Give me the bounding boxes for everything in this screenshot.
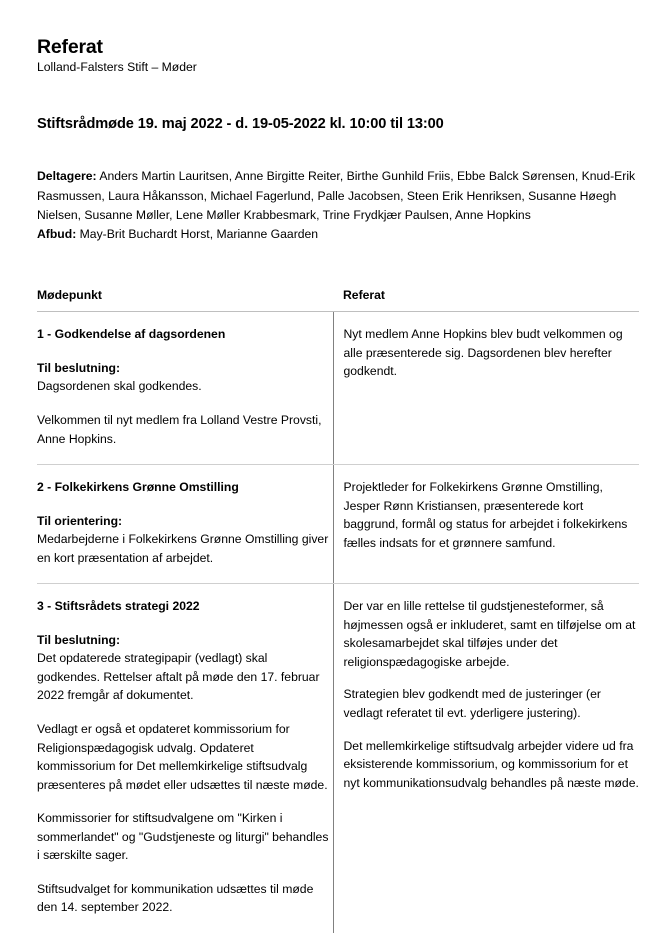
document-title: Referat	[37, 36, 103, 58]
attendance-block	[37, 167, 637, 244]
agenda-subheading: Til orientering:	[37, 513, 123, 528]
agenda-paragraph: Kommissorier for stiftsudvalgene om "Kirken i sommerlandet" og "Gudstjeneste og liturgi" behandles i særskilte sager.	[37, 811, 329, 863]
minutes-cell	[333, 465, 639, 584]
minutes-cell	[333, 312, 639, 465]
minutes-paragraph: Strategien blev godkendt med de justeringer (er vedlagt referatet til evt. yderligere justering).	[343, 687, 601, 720]
agenda-cell	[37, 465, 333, 584]
table-row	[37, 312, 639, 465]
agenda-paragraph: Dagsordenen skal godkendes.	[37, 379, 202, 394]
minutes-paragraph: Projektleder for Folkekirkens Grønne Omstilling, Jesper Rønn Kristiansen, præsenterede kort baggrund, formål og status for arbejdet i folkekirkens fælles indsats for et grønnere samfund.	[343, 480, 628, 550]
agenda-cell	[37, 584, 333, 933]
absent-names: May-Brit Buchardt Horst, Marianne Gaarden	[79, 227, 319, 242]
minutes-paragraph: Det mellemkirkelige stiftsudvalg arbejder videre ud fra eksisterende kommissorium, og kommissorium for et nyt kommunikationsudvalg behandles på næste møde.	[343, 738, 639, 790]
column-header-minutes: Referat	[333, 288, 639, 312]
absent-label: Afbud:	[37, 227, 77, 242]
agenda-subheading: Til beslutning:	[37, 360, 121, 375]
agenda-paragraph: Det opdaterede strategipapir (vedlagt) skal godkendes. Rettelser aftalt på møde den 17. februar 2022 fremgår af dokumentet.	[37, 651, 320, 703]
document-subtitle: Lolland-Falsters Stift – Møder	[37, 60, 197, 75]
table-row	[37, 584, 639, 933]
agenda-paragraph: Medarbejderne i Folkekirkens Grønne Omstilling giver en kort præsentation af arbejdet.	[37, 532, 329, 565]
agenda-subheading: Til beslutning:	[37, 632, 121, 647]
agenda-heading: 1 - Godkendelse af dagsordenen	[37, 327, 226, 342]
table-row	[37, 465, 639, 584]
agenda-paragraph: Vedlagt er også et opdateret kommissorium for Religionspædagogisk udvalg. Opdateret kommissorium for Det mellemkirkelige stiftsudvalg præsenteres på mødet eller udsættes til næste møde.	[37, 721, 328, 792]
minutes-table	[37, 288, 639, 933]
participants-line	[37, 167, 637, 225]
column-header-agenda: Mødepunkt	[37, 288, 333, 312]
absent-line	[37, 225, 637, 244]
table-header	[37, 288, 639, 312]
agenda-heading: 2 - Folkekirkens Grønne Omstilling	[37, 480, 239, 495]
minutes-paragraph: Nyt medlem Anne Hopkins blev budt velkommen og alle præsenterede sig. Dagsordenen blev herefter godkendt.	[343, 327, 623, 379]
agenda-paragraph: Velkommen til nyt medlem fra Lolland Vestre Provsti, Anne Hopkins.	[37, 412, 322, 446]
minutes-paragraph: Der var en lille rettelse til gudstjenesteformer, så højmessen også er inkluderet, samt en tilføjelse om at skolesamarbejdet skal tilføjes under det religionspædagogiske arbejde.	[343, 599, 636, 669]
participants-names: Anders Martin Lauritsen, Anne Birgitte Reiter, Birthe Gunhild Friis, Ebbe Balck Sørensen, Knud-Erik Rasmussen, Laura Håkansson, Michael Fagerlund, Palle Jacobsen, Steen Erik Henriksen, Susanne Høegh Nielsen, Susanne Møller, Lene Møller Krabbesmark, Trine Frydkjær Paulsen, Anne Hopkins	[37, 169, 636, 222]
participants-label: Deltagere:	[37, 169, 97, 184]
table-body	[37, 312, 639, 933]
agenda-paragraph: Stiftsudvalget for kommunikation udsættes til møde den 14. september 2022.	[37, 881, 314, 915]
meeting-title: Stiftsrådmøde 19. maj 2022 - d. 19-05-2022 kl. 10:00 til 13:00	[37, 116, 444, 133]
minutes-cell	[333, 584, 639, 933]
table-header-row	[37, 288, 639, 312]
agenda-heading: 3 - Stiftsrådets strategi 2022	[37, 599, 200, 614]
agenda-cell	[37, 312, 333, 465]
